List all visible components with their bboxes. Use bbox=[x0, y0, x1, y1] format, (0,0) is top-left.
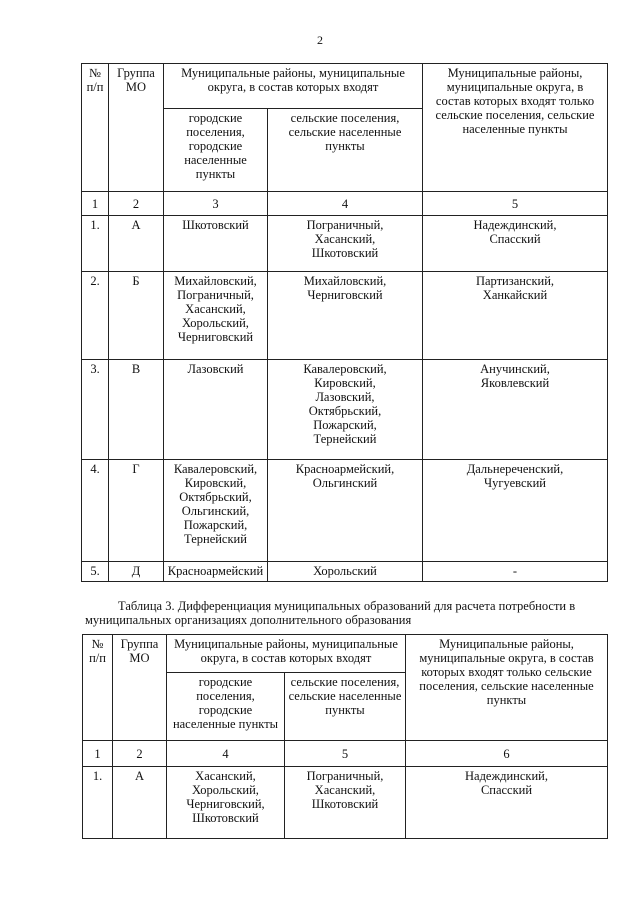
header-num: № п/п bbox=[83, 635, 113, 741]
row-urban: Шкотовский bbox=[164, 216, 268, 272]
col-number: 2 bbox=[113, 741, 167, 767]
row-group: В bbox=[109, 360, 164, 460]
row-urban: Хасанский, Хорольский, Черниговский, Шкотовский bbox=[167, 767, 285, 839]
table-3 bbox=[82, 634, 608, 839]
row-num: 3. bbox=[82, 360, 109, 460]
row-only-rural: Надеждинский, Спасский bbox=[406, 767, 608, 839]
header-urban: городские поселения, городские населенные пункты bbox=[164, 109, 268, 192]
row-urban: Михайловский, Пограничный, Хасанский, Хорольский, Черниговский bbox=[164, 272, 268, 360]
row-group: Б bbox=[109, 272, 164, 360]
row-group: А bbox=[109, 216, 164, 272]
caption-line-1: Таблица 3. Дифференциация муниципальных образований для расчета потребности в bbox=[118, 599, 576, 613]
header-group: Группа МО bbox=[109, 64, 164, 192]
row-num: 2. bbox=[82, 272, 109, 360]
header-rural: сельские поселения, сельские населенные пункты bbox=[268, 109, 423, 192]
col-number: 4 bbox=[167, 741, 285, 767]
table-2 bbox=[81, 63, 608, 582]
row-only-rural: Надеждинский, Спасский bbox=[423, 216, 608, 272]
col-number: 1 bbox=[82, 192, 109, 216]
row-only-rural: Партизанский, Ханкайский bbox=[423, 272, 608, 360]
table-row bbox=[82, 360, 608, 460]
row-urban: Кавалеровский, Кировский, Октябрьский, Ольгинский, Пожарский, Тернейский bbox=[164, 460, 268, 562]
header-group: Группа МО bbox=[113, 635, 167, 741]
table-row bbox=[82, 272, 608, 360]
table-row bbox=[83, 767, 608, 839]
row-num: 1. bbox=[82, 216, 109, 272]
row-rural: Красноармейский, Ольгинский bbox=[268, 460, 423, 562]
row-only-rural: - bbox=[423, 562, 608, 582]
row-rural: Пограничный, Хасанский, Шкотовский bbox=[268, 216, 423, 272]
row-rural: Кавалеровский, Кировский, Лазовский, Октябрьский, Пожарский, Тернейский bbox=[268, 360, 423, 460]
row-rural: Михайловский, Черниговский bbox=[268, 272, 423, 360]
col-number: 1 bbox=[83, 741, 113, 767]
row-rural: Хорольский bbox=[268, 562, 423, 582]
header-mun-only-rural: Муниципальные районы, муниципальные округа, в состав которых входят только сельские поселения, сельские населенные пункты bbox=[423, 64, 608, 192]
col-number: 3 bbox=[164, 192, 268, 216]
row-rural: Пограничный, Хасанский, Шкотовский bbox=[285, 767, 406, 839]
row-group: Г bbox=[109, 460, 164, 562]
col-number: 2 bbox=[109, 192, 164, 216]
row-group: А bbox=[113, 767, 167, 839]
table-row bbox=[82, 216, 608, 272]
row-group: Д bbox=[109, 562, 164, 582]
row-num: 1. bbox=[83, 767, 113, 839]
col-number: 6 bbox=[406, 741, 608, 767]
row-num: 4. bbox=[82, 460, 109, 562]
row-num: 5. bbox=[82, 562, 109, 582]
page-number: 2 bbox=[317, 33, 323, 47]
table-row bbox=[82, 562, 608, 582]
row-urban: Лазовский bbox=[164, 360, 268, 460]
table-row bbox=[82, 460, 608, 562]
col-number: 5 bbox=[285, 741, 406, 767]
header-num: № п/п bbox=[82, 64, 109, 192]
header-mun-group: Муниципальные районы, муниципальные округа, в состав которых входят bbox=[164, 64, 423, 109]
header-mun-group: Муниципальные районы, муниципальные округа, в состав которых входят bbox=[167, 635, 406, 673]
header-urban: городские поселения, городские населенные пункты bbox=[167, 673, 285, 741]
header-mun-only-rural: Муниципальные районы, муниципальные округа, в состав которых входят только сельские поселения, сельские населенные пункты bbox=[406, 635, 608, 741]
caption-line-2: муниципальных организациях дополнительного образования bbox=[85, 613, 412, 627]
row-only-rural: Анучинский, Яковлевский bbox=[423, 360, 608, 460]
col-number: 4 bbox=[268, 192, 423, 216]
row-urban: Красноармейский bbox=[164, 562, 268, 582]
col-number: 5 bbox=[423, 192, 608, 216]
row-only-rural: Дальнереченский, Чугуевский bbox=[423, 460, 608, 562]
header-rural: сельские поселения, сельские населенные пункты bbox=[285, 673, 406, 741]
table-3-caption bbox=[85, 599, 618, 627]
